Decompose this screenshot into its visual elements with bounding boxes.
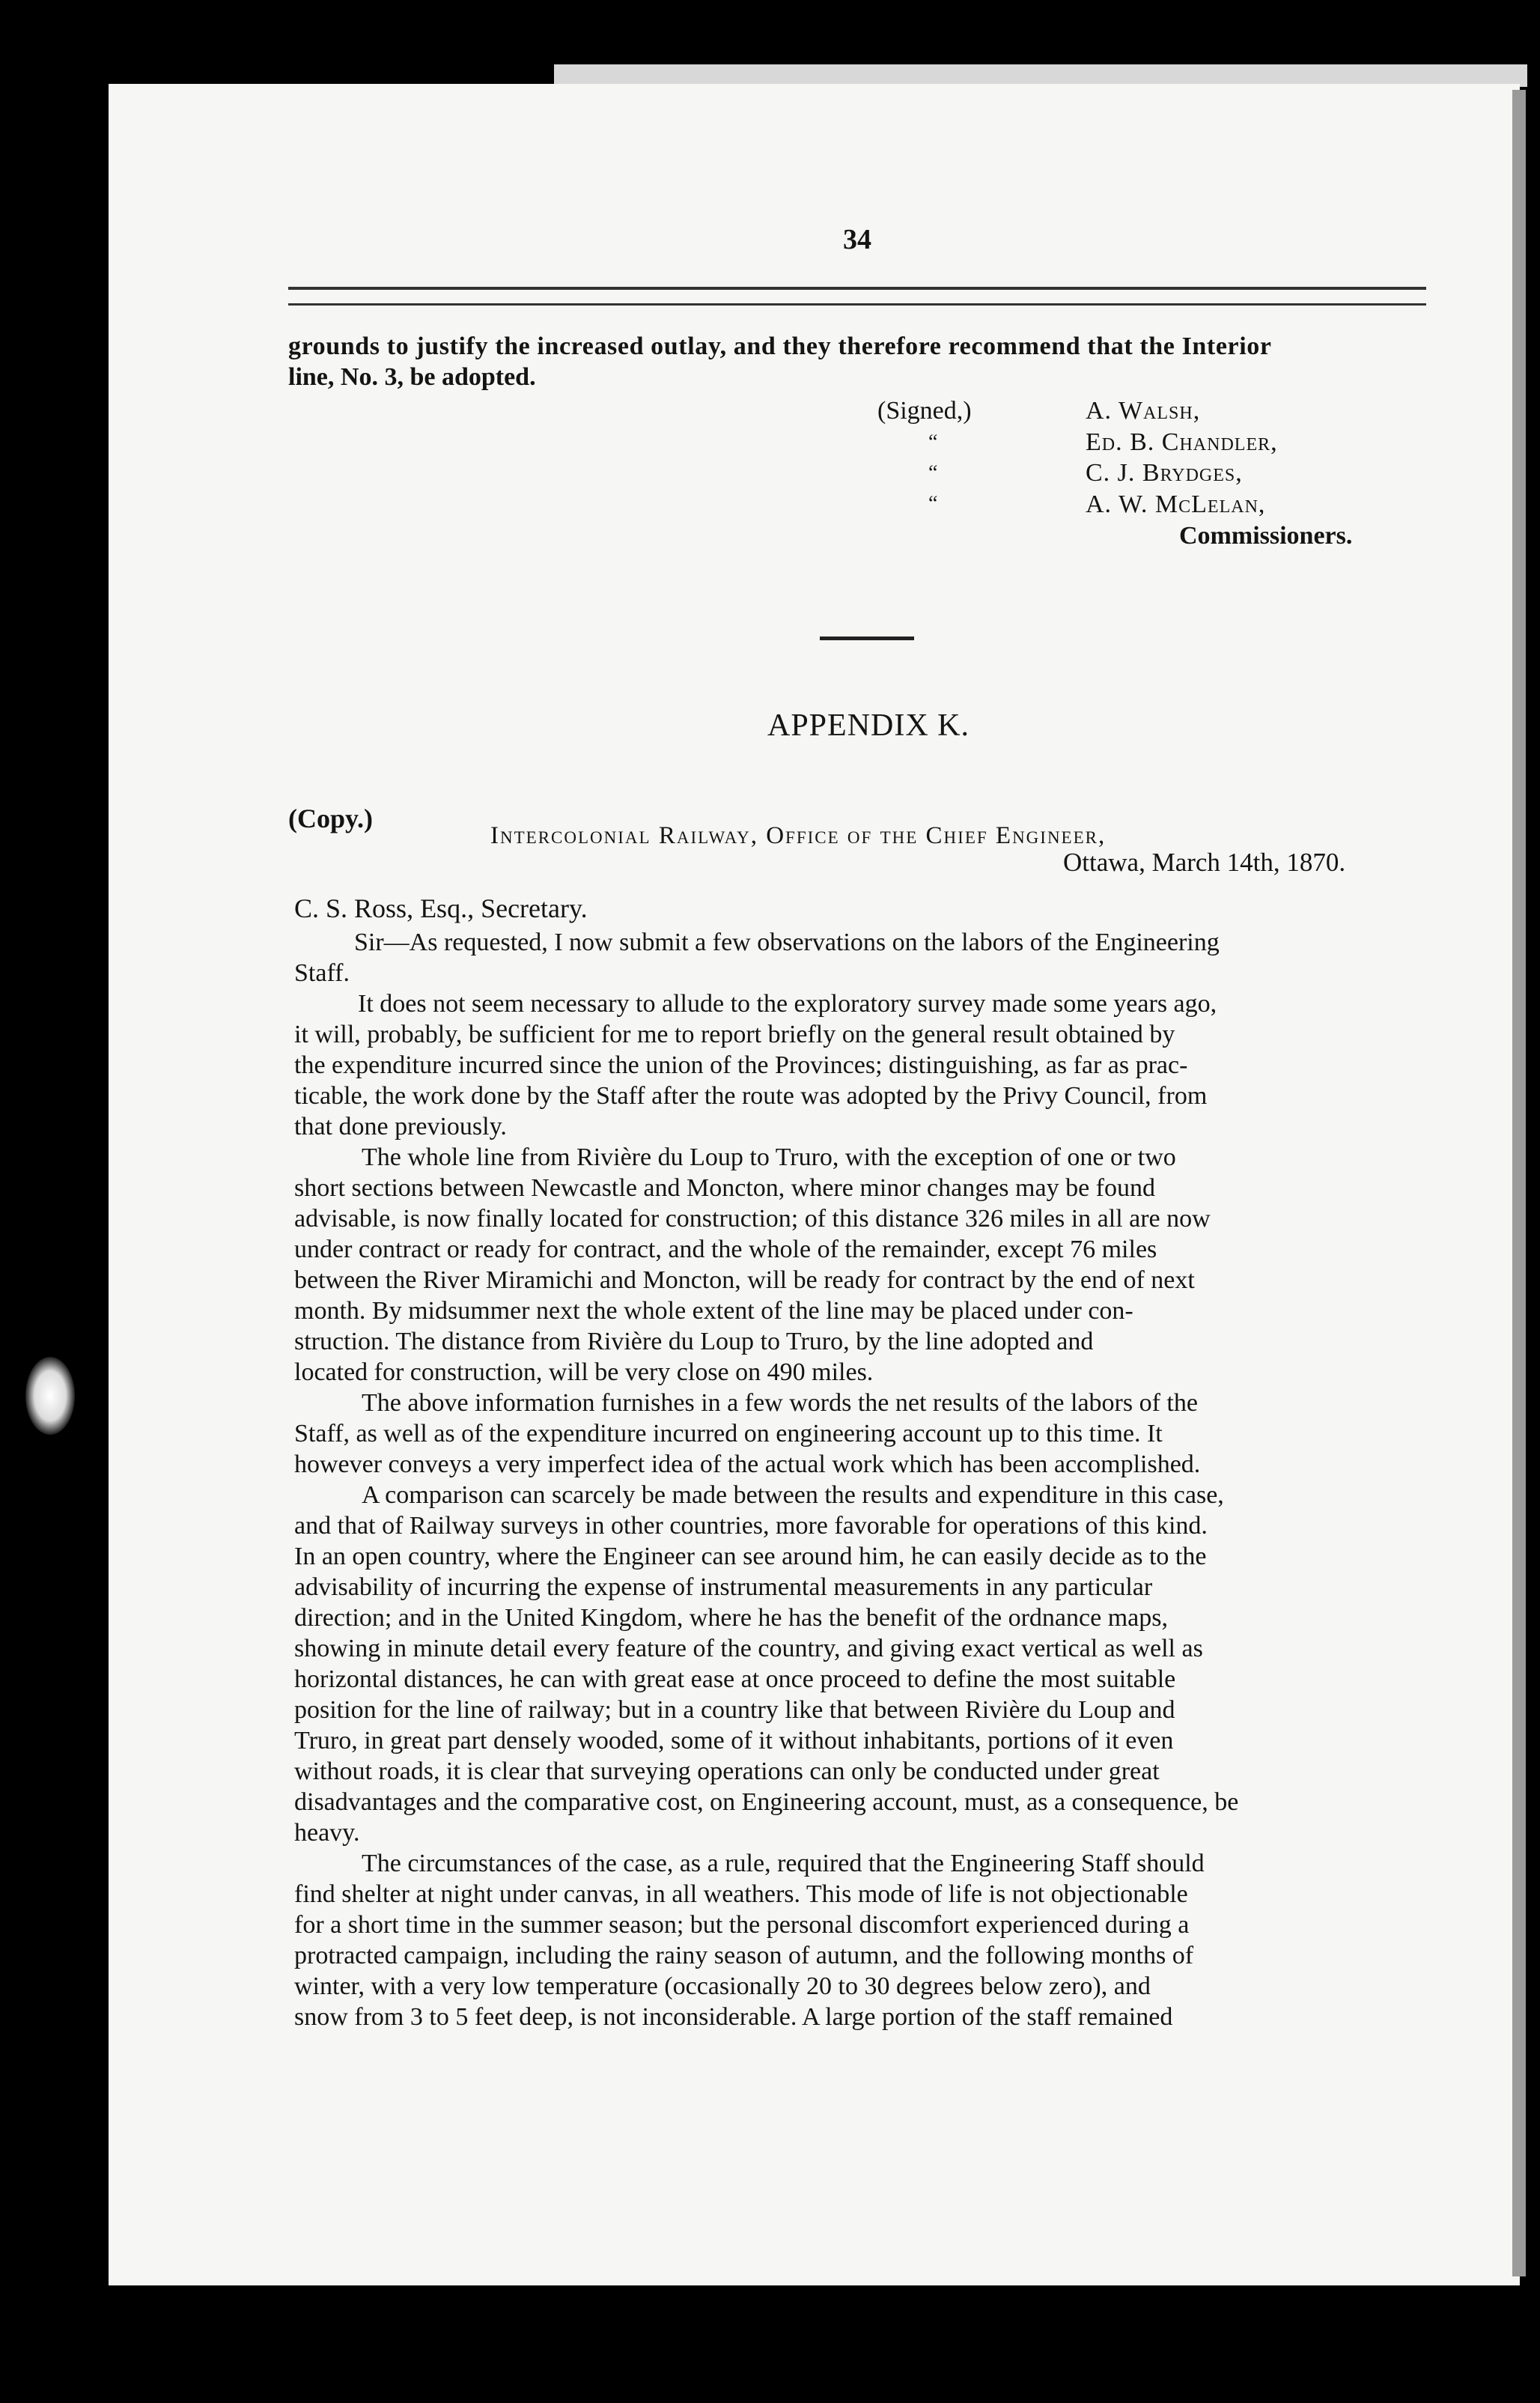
body-line: snow from 3 to 5 feet deep, is not inconsiderable. A large portion of the staff remained — [294, 2003, 1173, 2031]
signed-label: (Signed,) — [877, 397, 972, 425]
ditto-mark: “ — [928, 461, 938, 484]
body-line: without roads, it is clear that surveying operations can only be conducted under great — [294, 1758, 1160, 1785]
body-line: find shelter at night under canvas, in all weathers. This mode of life is not objectionable — [294, 1880, 1188, 1908]
continuation-line-1: grounds to justify the increased outlay, and they therefore recommend that the Interior — [288, 332, 1272, 360]
body-line: short sections between Newcastle and Moncton, where minor changes may be found — [294, 1174, 1155, 1202]
signatory-name: A. Walsh, — [1086, 397, 1201, 425]
body-line: located for construction, will be very close on 490 miles. — [294, 1358, 874, 1386]
letter-body — [294, 927, 1461, 2032]
body-line: and that of Railway surveys in other countries, more favorable for operations of this kind. — [294, 1512, 1208, 1540]
body-line: the expenditure incurred since the union of the Provinces; distinguishing, as far as prac- — [294, 1051, 1188, 1079]
body-line: advisability of incurring the expense of instrumental measurements in any particular — [294, 1573, 1153, 1601]
body-line: The above information furnishes in a few words the net results of the labors of the — [362, 1389, 1198, 1417]
body-line: Staff, as well as of the expenditure incurred on engineering account up to this time. It — [294, 1420, 1163, 1447]
section-divider — [820, 637, 914, 640]
body-line: A comparison can scarcely be made between the results and expenditure in this case, — [362, 1481, 1224, 1509]
signatory-name: A. W. McLelan, — [1086, 490, 1266, 518]
body-line: struction. The distance from Rivière du Loup to Truro, by the line adopted and — [294, 1328, 1094, 1355]
body-line: The whole line from Rivière du Loup to Truro, with the exception of one or two — [362, 1143, 1176, 1171]
body-line: position for the line of railway; but in a country like that between Rivière du Loup and — [294, 1696, 1175, 1724]
body-line: Sir—As requested, I now submit a few observations on the labors of the Engineering — [354, 929, 1220, 956]
body-line: showing in minute detail every feature of the country, and giving exact vertical as well as — [294, 1635, 1203, 1662]
appendix-heading: APPENDIX K. — [767, 708, 970, 743]
continuation-line-2: line, No. 3, be adopted. — [288, 363, 536, 391]
body-line: heavy. — [294, 1819, 360, 1847]
copy-label: (Copy.) — [288, 803, 374, 833]
body-line: Truro, in great part densely wooded, some of it without inhabitants, portions of it even — [294, 1727, 1174, 1755]
body-line: protracted campaign, including the rainy season of autumn, and the following months of — [294, 1942, 1194, 1969]
body-line: Staff. — [294, 959, 350, 987]
body-line: horizontal distances, he can with great ease at once proceed to define the most suitable — [294, 1665, 1176, 1693]
body-line: however conveys a very imperfect idea of the actual work which has been accomplished. — [294, 1450, 1201, 1478]
body-line: winter, with a very low temperature (occasionally 20 to 30 degrees below zero), and — [294, 1972, 1151, 2000]
body-line: advisable, is now finally located for construction; of this distance 326 miles in all are now — [294, 1205, 1211, 1233]
body-line: between the River Miramichi and Moncton, will be ready for contract by the end of next — [294, 1266, 1195, 1294]
letter-date: Ottawa, March 14th, 1870. — [1063, 848, 1346, 877]
body-line: for a short time in the summer season; but the personal discomfort experienced during a — [294, 1911, 1190, 1939]
body-line: month. By midsummer next the whole extent of the line may be placed under con- — [294, 1297, 1133, 1325]
body-line: In an open country, where the Engineer can see around him, he can easily decide as to the — [294, 1543, 1207, 1570]
body-line: The circumstances of the case, as a rule, required that the Engineering Staff should — [362, 1850, 1205, 1877]
page-edge-shadow — [1512, 90, 1526, 2276]
header-double-rule — [288, 287, 1426, 306]
scan-glare — [25, 1357, 75, 1435]
continuation-text — [288, 331, 1456, 392]
body-line: disadvantages and the comparative cost, on Engineering account, must, as a consequence, be — [294, 1788, 1239, 1816]
ditto-mark: “ — [928, 492, 938, 515]
signatory-name: C. J. Brydges, — [1086, 459, 1243, 487]
signatory-title: Commissioners. — [1179, 522, 1353, 550]
ditto-mark: “ — [928, 431, 938, 454]
body-line: that done previously. — [294, 1113, 507, 1140]
body-line: ticable, the work done by the Staff after the route was adopted by the Privy Council, from — [294, 1082, 1208, 1110]
body-line: it will, probably, be sufficient for me to report briefly on the general result obtained by — [294, 1021, 1175, 1048]
body-line: under contract or ready for contract, and the whole of the remainder, except 76 miles — [294, 1236, 1157, 1263]
page-number: 34 — [843, 224, 871, 255]
body-line: direction; and in the United Kingdom, where he has the benefit of the ordnance maps, — [294, 1604, 1168, 1632]
signatory-name: Ed. B. Chandler, — [1086, 428, 1278, 456]
body-line: It does not seem necessary to allude to the exploratory survey made some years ago, — [358, 990, 1217, 1018]
office-line: Intercolonial Railway, Office of the Chief Engineer, — [490, 822, 1107, 849]
addressee: C. S. Ross, Esq., Secretary. — [294, 893, 588, 923]
